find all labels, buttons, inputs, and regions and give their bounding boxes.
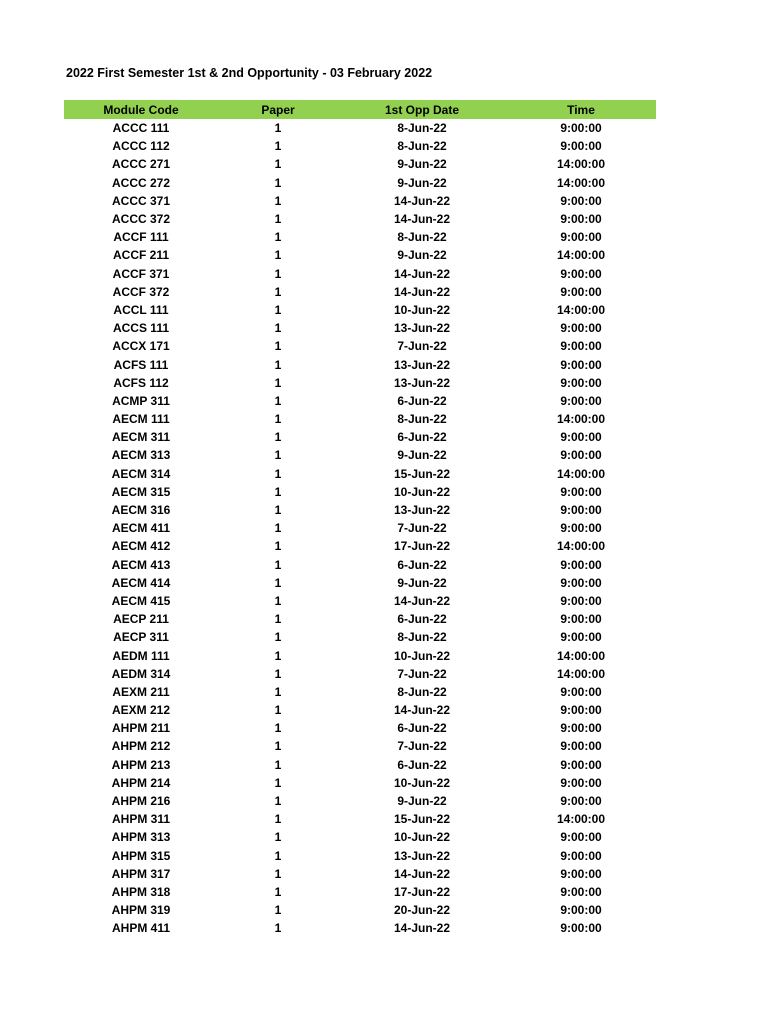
table-row [64, 610, 656, 628]
header-time: Time [567, 102, 595, 117]
table-row [64, 283, 656, 301]
cell-module-code: AECP 211 [113, 612, 169, 627]
cell-module-code: AECM 413 [111, 557, 171, 572]
cell-paper: 1 [274, 212, 282, 227]
table-row [64, 392, 656, 410]
table-row [64, 446, 656, 464]
cell-1st-opp-date: 14-Jun-22 [393, 284, 451, 299]
table-row [64, 828, 656, 846]
cell-time: 9:00:00 [560, 357, 602, 372]
cell-module-code: ACCX 171 [112, 339, 170, 354]
table-row [64, 737, 656, 755]
table-row [64, 301, 656, 319]
table-header-row [64, 100, 656, 119]
cell-1st-opp-date: 8-Jun-22 [397, 139, 447, 154]
cell-1st-opp-date: 7-Jun-22 [397, 521, 447, 536]
table-row [64, 847, 656, 865]
table-row [64, 646, 656, 664]
cell-module-code: AEXM 212 [111, 703, 171, 718]
cell-1st-opp-date: 6-Jun-22 [397, 612, 447, 627]
table-row [64, 119, 656, 137]
cell-module-code: AHPM 317 [111, 866, 171, 881]
cell-module-code: AHPM 319 [111, 903, 171, 918]
table-row [64, 792, 656, 810]
cell-module-code: AECM 412 [111, 539, 171, 554]
cell-module-code: AHPM 213 [111, 757, 171, 772]
table-row [64, 865, 656, 883]
cell-paper: 1 [274, 921, 282, 936]
cell-paper: 1 [274, 357, 282, 372]
cell-1st-opp-date: 6-Jun-22 [397, 721, 447, 736]
cell-paper: 1 [274, 193, 282, 208]
cell-time: 9:00:00 [560, 612, 602, 627]
cell-time: 9:00:00 [560, 503, 602, 518]
cell-time: 9:00:00 [560, 339, 602, 354]
cell-time: 9:00:00 [560, 521, 602, 536]
cell-paper: 1 [274, 521, 282, 536]
cell-module-code: AECM 316 [111, 503, 171, 518]
cell-1st-opp-date: 8-Jun-22 [397, 412, 447, 427]
cell-paper: 1 [274, 812, 282, 827]
cell-time: 14:00:00 [556, 175, 606, 190]
table-row [64, 210, 656, 228]
cell-time: 9:00:00 [560, 575, 602, 590]
cell-time: 9:00:00 [560, 775, 602, 790]
table-row [64, 665, 656, 683]
cell-paper: 1 [274, 703, 282, 718]
cell-paper: 1 [274, 794, 282, 809]
cell-module-code: AHPM 315 [111, 848, 171, 863]
cell-time: 9:00:00 [560, 830, 602, 845]
cell-time: 9:00:00 [560, 739, 602, 754]
cell-time: 9:00:00 [560, 393, 602, 408]
cell-time: 14:00:00 [556, 666, 606, 681]
cell-module-code: ACCC 111 [112, 121, 170, 136]
cell-1st-opp-date: 10-Jun-22 [393, 648, 451, 663]
table-row [64, 810, 656, 828]
document-title: 2022 First Semester 1st & 2nd Opportunity - 03 February 2022 [66, 66, 433, 80]
cell-time: 9:00:00 [560, 484, 602, 499]
cell-1st-opp-date: 13-Jun-22 [393, 321, 451, 336]
cell-1st-opp-date: 13-Jun-22 [393, 375, 451, 390]
exam-timetable-table [64, 100, 656, 937]
cell-module-code: AHPM 311 [111, 812, 171, 827]
cell-module-code: ACFS 112 [113, 375, 169, 390]
table-row [64, 265, 656, 283]
cell-module-code: ACCF 111 [113, 230, 169, 245]
cell-module-code: AECM 415 [111, 593, 171, 608]
cell-paper: 1 [274, 593, 282, 608]
cell-module-code: AECM 414 [111, 575, 171, 590]
table-row [64, 465, 656, 483]
cell-paper: 1 [274, 466, 282, 481]
header-module-code: Module Code [103, 102, 179, 117]
cell-module-code: AHPM 318 [111, 884, 171, 899]
cell-1st-opp-date: 8-Jun-22 [397, 630, 447, 645]
cell-paper: 1 [274, 175, 282, 190]
table-row [64, 756, 656, 774]
cell-module-code: ACCC 371 [111, 193, 171, 208]
cell-1st-opp-date: 14-Jun-22 [393, 212, 451, 227]
cell-module-code: AEDM 111 [112, 648, 170, 663]
cell-module-code: ACCF 371 [112, 266, 170, 281]
cell-1st-opp-date: 14-Jun-22 [393, 193, 451, 208]
table-row [64, 592, 656, 610]
cell-time: 9:00:00 [560, 375, 602, 390]
cell-paper: 1 [274, 575, 282, 590]
cell-module-code: AECP 311 [113, 630, 169, 645]
cell-paper: 1 [274, 121, 282, 136]
cell-time: 14:00:00 [556, 648, 606, 663]
cell-time: 9:00:00 [560, 903, 602, 918]
cell-module-code: AHPM 211 [111, 721, 171, 736]
cell-module-code: ACCF 372 [112, 284, 170, 299]
cell-1st-opp-date: 9-Jun-22 [397, 175, 447, 190]
cell-1st-opp-date: 7-Jun-22 [397, 739, 447, 754]
cell-module-code: AEXM 211 [112, 684, 170, 699]
cell-paper: 1 [274, 884, 282, 899]
cell-module-code: ACCL 111 [113, 302, 169, 317]
table-row [64, 919, 656, 937]
cell-1st-opp-date: 10-Jun-22 [393, 302, 451, 317]
table-row [64, 319, 656, 337]
cell-paper: 1 [274, 412, 282, 427]
cell-time: 9:00:00 [560, 230, 602, 245]
cell-1st-opp-date: 14-Jun-22 [393, 921, 451, 936]
cell-module-code: AECM 411 [111, 521, 171, 536]
cell-time: 9:00:00 [560, 593, 602, 608]
cell-paper: 1 [274, 721, 282, 736]
cell-paper: 1 [274, 266, 282, 281]
cell-time: 9:00:00 [560, 848, 602, 863]
table-body [64, 119, 656, 937]
cell-1st-opp-date: 20-Jun-22 [393, 903, 451, 918]
table-row [64, 228, 656, 246]
cell-time: 9:00:00 [560, 630, 602, 645]
table-row [64, 556, 656, 574]
header-paper: Paper [261, 102, 295, 117]
cell-paper: 1 [274, 230, 282, 245]
cell-1st-opp-date: 13-Jun-22 [393, 848, 451, 863]
table-row [64, 137, 656, 155]
cell-time: 9:00:00 [560, 721, 602, 736]
cell-paper: 1 [274, 757, 282, 772]
cell-1st-opp-date: 14-Jun-22 [393, 866, 451, 881]
cell-paper: 1 [274, 430, 282, 445]
table-row [64, 192, 656, 210]
cell-module-code: ACCC 271 [111, 157, 171, 172]
cell-1st-opp-date: 7-Jun-22 [397, 666, 447, 681]
cell-module-code: ACCC 372 [111, 212, 171, 227]
cell-paper: 1 [274, 284, 282, 299]
header-1st-opp-date: 1st Opp Date [384, 102, 459, 117]
cell-module-code: ACCC 272 [111, 175, 171, 190]
table-row [64, 483, 656, 501]
table-row [64, 155, 656, 173]
cell-1st-opp-date: 9-Jun-22 [397, 448, 447, 463]
cell-1st-opp-date: 15-Jun-22 [393, 466, 451, 481]
cell-1st-opp-date: 8-Jun-22 [397, 230, 447, 245]
cell-time: 9:00:00 [560, 139, 602, 154]
cell-time: 9:00:00 [560, 212, 602, 227]
cell-module-code: AECM 314 [111, 466, 171, 481]
cell-paper: 1 [274, 903, 282, 918]
cell-1st-opp-date: 6-Jun-22 [397, 757, 447, 772]
cell-time: 9:00:00 [560, 448, 602, 463]
cell-paper: 1 [274, 321, 282, 336]
cell-1st-opp-date: 9-Jun-22 [397, 157, 447, 172]
cell-1st-opp-date: 15-Jun-22 [393, 812, 451, 827]
cell-time: 14:00:00 [556, 157, 606, 172]
cell-time: 14:00:00 [556, 412, 606, 427]
cell-module-code: AHPM 212 [111, 739, 171, 754]
cell-1st-opp-date: 6-Jun-22 [397, 557, 447, 572]
cell-paper: 1 [274, 157, 282, 172]
cell-1st-opp-date: 14-Jun-22 [393, 703, 451, 718]
cell-module-code: AECM 311 [111, 430, 171, 445]
cell-1st-opp-date: 6-Jun-22 [397, 393, 447, 408]
cell-time: 9:00:00 [560, 121, 602, 136]
cell-paper: 1 [274, 539, 282, 554]
cell-paper: 1 [274, 503, 282, 518]
cell-paper: 1 [274, 848, 282, 863]
cell-1st-opp-date: 7-Jun-22 [397, 339, 447, 354]
table-row [64, 519, 656, 537]
cell-1st-opp-date: 9-Jun-22 [397, 575, 447, 590]
cell-time: 9:00:00 [560, 794, 602, 809]
cell-1st-opp-date: 10-Jun-22 [393, 775, 451, 790]
cell-1st-opp-date: 9-Jun-22 [397, 794, 447, 809]
cell-paper: 1 [274, 448, 282, 463]
cell-paper: 1 [274, 684, 282, 699]
table-row [64, 410, 656, 428]
cell-1st-opp-date: 10-Jun-22 [393, 484, 451, 499]
cell-module-code: AECM 111 [112, 412, 170, 427]
cell-module-code: ACCS 111 [112, 321, 170, 336]
cell-paper: 1 [274, 339, 282, 354]
cell-module-code: AECM 313 [111, 448, 171, 463]
cell-time: 9:00:00 [560, 557, 602, 572]
table-row [64, 901, 656, 919]
cell-paper: 1 [274, 666, 282, 681]
cell-time: 9:00:00 [560, 430, 602, 445]
table-row [64, 174, 656, 192]
table-row [64, 719, 656, 737]
cell-module-code: AHPM 313 [111, 830, 171, 845]
cell-time: 9:00:00 [560, 684, 602, 699]
cell-time: 9:00:00 [560, 757, 602, 772]
cell-module-code: AHPM 214 [111, 775, 171, 790]
cell-paper: 1 [274, 375, 282, 390]
cell-paper: 1 [274, 612, 282, 627]
cell-module-code: ACFS 111 [113, 357, 169, 372]
cell-time: 9:00:00 [560, 884, 602, 899]
table-row [64, 374, 656, 392]
cell-time: 9:00:00 [560, 703, 602, 718]
cell-module-code: ACMP 311 [112, 393, 170, 408]
cell-time: 14:00:00 [556, 812, 606, 827]
cell-module-code: AHPM 216 [111, 794, 171, 809]
table-row [64, 574, 656, 592]
table-row [64, 501, 656, 519]
cell-1st-opp-date: 6-Jun-22 [397, 430, 447, 445]
cell-paper: 1 [274, 302, 282, 317]
cell-paper: 1 [274, 248, 282, 263]
cell-1st-opp-date: 14-Jun-22 [393, 266, 451, 281]
cell-time: 9:00:00 [560, 921, 602, 936]
cell-paper: 1 [274, 630, 282, 645]
cell-paper: 1 [274, 139, 282, 154]
table-row [64, 628, 656, 646]
table-row [64, 701, 656, 719]
table-row [64, 337, 656, 355]
cell-1st-opp-date: 13-Jun-22 [393, 357, 451, 372]
cell-time: 14:00:00 [556, 302, 606, 317]
cell-1st-opp-date: 17-Jun-22 [393, 539, 451, 554]
cell-paper: 1 [274, 775, 282, 790]
cell-1st-opp-date: 10-Jun-22 [393, 830, 451, 845]
cell-paper: 1 [274, 557, 282, 572]
cell-1st-opp-date: 8-Jun-22 [397, 121, 447, 136]
cell-time: 9:00:00 [560, 284, 602, 299]
cell-paper: 1 [274, 393, 282, 408]
cell-1st-opp-date: 14-Jun-22 [393, 593, 451, 608]
table-row [64, 246, 656, 264]
cell-1st-opp-date: 17-Jun-22 [393, 884, 451, 899]
cell-time: 9:00:00 [560, 321, 602, 336]
table-row [64, 683, 656, 701]
table-row [64, 774, 656, 792]
cell-module-code: ACCC 112 [112, 139, 170, 154]
table-row [64, 537, 656, 555]
table-row [64, 428, 656, 446]
cell-time: 9:00:00 [560, 266, 602, 281]
cell-module-code: AECM 315 [111, 484, 171, 499]
cell-time: 14:00:00 [556, 248, 606, 263]
cell-time: 9:00:00 [560, 866, 602, 881]
cell-1st-opp-date: 13-Jun-22 [393, 503, 451, 518]
cell-1st-opp-date: 9-Jun-22 [397, 248, 447, 263]
cell-module-code: AHPM 411 [111, 921, 171, 936]
cell-time: 14:00:00 [556, 466, 606, 481]
cell-paper: 1 [274, 866, 282, 881]
cell-paper: 1 [274, 484, 282, 499]
cell-paper: 1 [274, 830, 282, 845]
cell-module-code: ACCF 211 [112, 248, 170, 263]
cell-time: 14:00:00 [556, 539, 606, 554]
cell-paper: 1 [274, 648, 282, 663]
cell-module-code: AEDM 314 [111, 666, 171, 681]
cell-time: 9:00:00 [560, 193, 602, 208]
table-row [64, 883, 656, 901]
cell-1st-opp-date: 8-Jun-22 [397, 684, 447, 699]
cell-paper: 1 [274, 739, 282, 754]
table-row [64, 355, 656, 373]
